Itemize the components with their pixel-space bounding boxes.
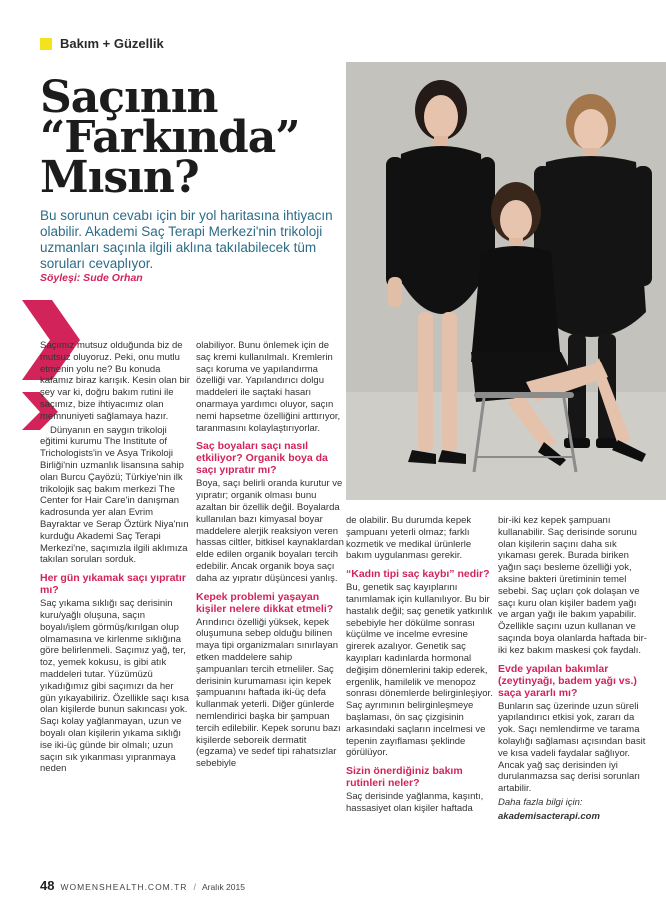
magazine-site: WOMENSHEALTH.COM.TR [60,882,188,892]
question-heading: Saç boyaları saçı nasıl etkiliyor? Organik boya da saçı yıpratır mı? [196,440,328,477]
page-number: 48 [40,878,55,893]
section-tag [40,36,164,51]
paragraph: Saç derisinde yağlanma, kaşıntı, hassasiyet olan kişiler haftada [346,791,484,814]
paragraph: Bu, genetik saç kayıplarını tanımlamak için kullanılıyor. Bu bir hastalık değil; saç genetik yatkınlık sebebiyle her dökülme sonrası küçülme ve incelme evresine girerek azalıyor. Genetik saç kayıpları kadınlarda hormonal değişim dönemlerini takip ederek, ergenlik, hamilelik ve menopoz sonrası dönemlerde belirginleşiyor. Saç ayrımının belirginleşmeye başlaması, ön saç çizgisinin arkasındaki saçların incelmesi ve tepenin zayıflaması şeklinde görülüyor. [346,582,493,759]
section-label: Bakım + Güzellik [60,36,164,51]
article-column-2 [196,340,346,772]
byline: Söyleşi: Sude Orhan [40,272,143,284]
question-heading: Evde yapılan bakımlar (zeytinyağı, badem yağı vs.) saça yararlı mı? [498,662,637,699]
article-column-4 [498,515,648,825]
page-footer [40,878,245,893]
website-link[interactable]: akademisacterapi.com [498,810,600,822]
paragraph: bir-iki kez kepek şampuanı kullanabilir. Saç derisinde sorunu olan kişilerin saçını daha sık yıkaması gerek. Burada biriken yağın saçı besleme özelliği yok, aksine bakteri üretiminin temel sebebi. Saç uçları çok dolaşan ve saçı kuru olan kişiler badem yağı ve argan yağı ile bakım yapabilir. Özellikle saçını uzun kullanan ve saçında boya olanlarda haftada bir-iki kez bakım maskesi çok faydalı. [498,515,647,656]
question-heading: Kepek problemi yaşayan kişiler nelere dikkat etmeli? [196,590,334,615]
question-heading: “Kadın tipi saç kaybı” nedir? [346,568,490,581]
issue-date: Aralık 2015 [201,882,245,892]
paragraph: Arındırıcı özelliği yüksek, kepek oluşumuna sebep olduğu bilinen maya tipi organizmaları sınırlayan etken maddelere sahip şampuanları tercih etmeliler. Saç derisinin kurumaması için kepek şampuanını haftada iki-üç defa kullanmak yeterli. Diğer günlerde nemlendirici başka bir şampuan tercih edilebilir. Kepek sorunu bazı kişilerde seboreik dermatit (egzama) ve sedef tipi rahatsızlar sebebiyle [196,616,341,770]
headline-line-1: Saçının [40,72,218,123]
question-heading: Sizin önerdiğiniz bakım rutinleri neler? [346,765,463,790]
paragraph: Saçımız mutsuz olduğunda biz de mutsuz oluyoruz. Peki, onu mutlu etmenin yolu ne? Bu konuda kafamız biraz karışık. Kesin olan bir şey var ki, doğru bakım rutini ile saçımız, bize ihtiyacımız olan memnuniyeti sağlamaya hazır. [40,340,190,422]
paragraph: de olabilir. Bu durumda kepek şampuanı yeterli olmaz; farklı kozmetik ve medikal ürünlerle bakım uygulanması gerekir. [346,515,472,562]
article-photo [346,62,666,500]
article-headline [40,72,340,203]
more-info-label: Daha fazla bilgi için: [498,796,583,808]
article-column-1 [40,340,190,777]
paragraph: olabiliyor. Bunu önlemek için de saç kremi kullanılmalı. Kremlerin saçı koruma ve yapılandırma özelliği var. Yapılandırıcı dolgu maddeleri ile saçtaki hasarı onarmaya yardımcı oluyor, saçın nemi hapsetme özelliğini arttırıyor, taranmasını kolaylaştırıyorlar. [196,340,341,434]
article-dek: Bu sorunun cevabı için bir yol haritasına ihtiyacın olabilir. Akademi Saç Terapi Merkezi'nin trikoloji uzmanları saçınla ilgili aklına takılabilecek tüm soruları cevaplıyor. [40,208,333,271]
article-column-3 [346,515,493,817]
headline-line-2: “Farkında” [40,112,300,163]
paragraph: Boya, saçı belirli oranda kurutur ve yıpratır; organik olması bunu azaltan bir özellik değil. Boyalarda kullanılan bazı kimyasal boyar maddelere alerjik reaksiyon veren hassas ciltler, bitkisel kaynaklardan elde edilen organik boyaları tercih edebilir. Ancak organik boya saçı daha az yıpratır düşüncesi yanlış. [196,478,344,584]
section-marker-icon [40,38,52,50]
headline-line-3: Mısın? [40,152,199,203]
paragraph: Bunların saç üzerinde uzun süreli yapılandırıcı etkisi yok, zararı da yok. Saçı nemlendirme ve tarama kolaylığı sağlaması açısından basit ve kısa vadeli faydalar sağlıyor. Ancak yağ saç derisinden iyi durulanmazsa saç derisi sorunları artabilir. [498,700,646,795]
question-heading: Her gün yıkamak saçı yıpratır mı? [40,572,186,597]
photo-of-three-experts-icon [346,62,666,500]
paragraph: Saç yıkama sıklığı saç derisinin kuru/yağlı oluşuna, saçın boyalı/işlem görmüş/kırılgan olup olmamasına ve kirlenme sıklığına göre belirlenmeli. Saçımız yağ, ter, toz, yemek kokusu, is gibi atık maddeleri tutar. Yüzümüzü yıkadığımız gibi saçımızı da her gün yıkayabiliriz. Özellikle saçı kısa olan kişilerde bunun sakıncası yok. Saçı kolay yağlanmayan, uzun ve boyalı olan kişilerin yıkama sıklığı ise iki-üç günde bir olmalı; uzun saçın sık yıkanması yıpranmaya neden [40,598,189,775]
paragraph: Dünyanın en saygın trikoloji eğitimi kurumu The Institute of Trichologists'in ve Asya Trikoloji Birliği'nin uzmanlık lisansına sahip olan Burcu Çayözü; Türkiye'nin ilk trikolojik saç bakım merkezi The Center for Hair Care'in danışman kadrosunda yer alan Evrim Bayraktar ve Serap Öztürk Niya'nın kurduğu Akademi Saç Terapi Merkezi'ne, saçımızla ilgili aklımıza takılan soruları sorduk. [40,424,189,566]
footer-separator: / [193,882,196,892]
